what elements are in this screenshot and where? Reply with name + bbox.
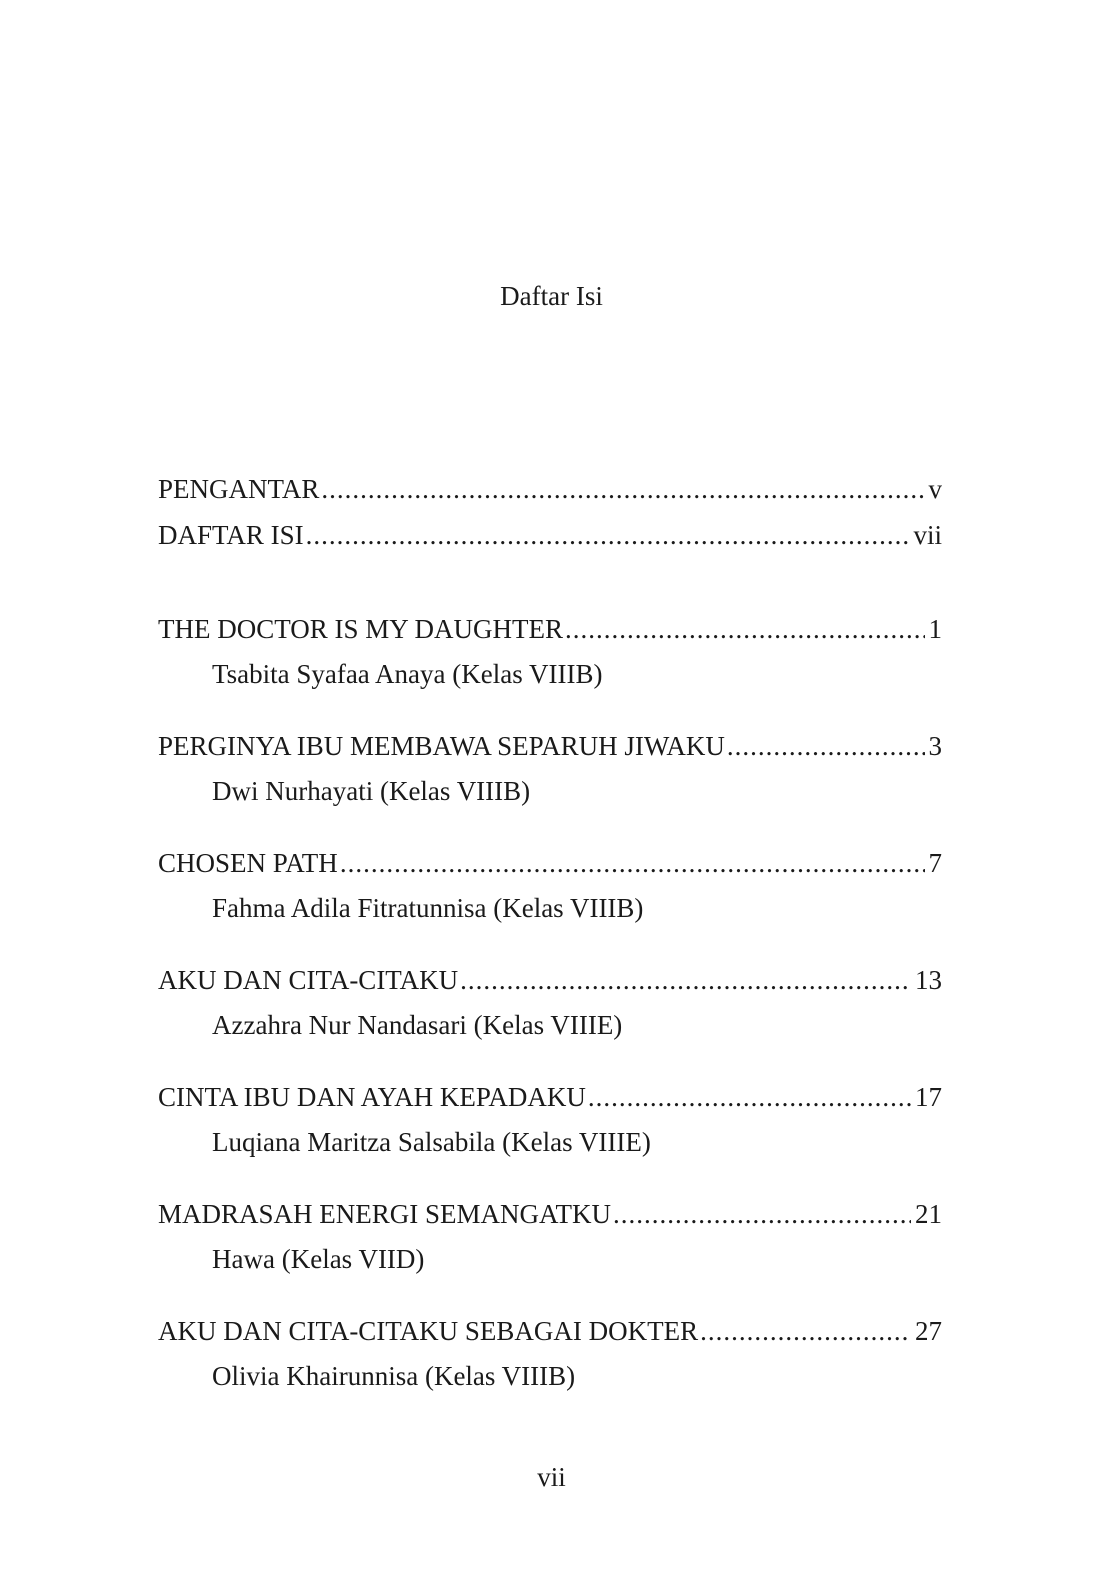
toc-line-daftar-isi	[158, 512, 942, 558]
toc-line	[158, 1074, 942, 1120]
toc-entry	[158, 1308, 942, 1394]
toc-page-number: 17	[915, 1082, 942, 1112]
dot-leader	[460, 957, 911, 1003]
toc-page-number: 7	[928, 848, 942, 878]
toc-entry	[158, 723, 942, 809]
toc-page-number: 27	[915, 1316, 942, 1346]
toc-title: THE DOCTOR IS MY DAUGHTER	[158, 614, 563, 644]
toc-front-matter	[158, 466, 942, 558]
toc-page-number: 21	[915, 1199, 942, 1229]
toc-title: PERGINYA IBU MEMBAWA SEPARUH JIWAKU	[158, 731, 725, 761]
toc-page-number: 3	[928, 731, 942, 761]
dot-leader	[613, 1191, 911, 1237]
dot-leader	[588, 1074, 911, 1120]
toc-title: CINTA IBU DAN AYAH KEPADAKU	[158, 1082, 586, 1112]
toc-title: MADRASAH ENERGI SEMANGATKU	[158, 1199, 612, 1229]
page-number: vii	[537, 1462, 566, 1492]
toc-title: CHOSEN PATH	[158, 848, 338, 878]
toc-title: AKU DAN CITA-CITAKU	[158, 965, 459, 995]
toc-page-number: vii	[913, 520, 942, 550]
toc-author: Luqiana Maritza Salsabila (Kelas VIIIE)	[212, 1127, 651, 1157]
page-heading: Daftar Isi	[500, 281, 603, 311]
dot-leader	[700, 1308, 911, 1354]
dot-leader	[306, 512, 910, 558]
toc-entry	[158, 1074, 942, 1160]
toc-author: Olivia Khairunnisa (Kelas VIIIB)	[212, 1361, 576, 1391]
toc-line	[158, 723, 942, 769]
toc-line-pengantar	[158, 466, 942, 512]
toc-entry	[158, 606, 942, 692]
dot-leader	[340, 840, 925, 886]
toc-line	[158, 840, 942, 886]
dot-leader	[565, 606, 925, 652]
toc-page-number: 1	[928, 614, 942, 644]
toc-entries	[158, 606, 942, 1425]
toc-page-number: v	[928, 474, 942, 504]
toc-title: AKU DAN CITA-CITAKU SEBAGAI DOKTER	[158, 1316, 699, 1346]
toc-line	[158, 1308, 942, 1354]
toc-title: PENGANTAR	[158, 474, 320, 504]
toc-entry	[158, 840, 942, 926]
toc-line	[158, 957, 942, 1003]
toc-line	[158, 606, 942, 652]
toc-author: Hawa (Kelas VIID)	[212, 1244, 425, 1274]
toc-author: Azzahra Nur Nandasari (Kelas VIIIE)	[212, 1010, 623, 1040]
toc-author: Dwi Nurhayati (Kelas VIIIB)	[212, 776, 531, 806]
toc-author: Fahma Adila Fitratunnisa (Kelas VIIIB)	[212, 893, 644, 923]
toc-entry	[158, 1191, 942, 1277]
toc-title: DAFTAR ISI	[158, 520, 304, 550]
dot-leader	[321, 466, 924, 512]
toc-line	[158, 1191, 942, 1237]
toc-entry	[158, 957, 942, 1043]
toc-author: Tsabita Syafaa Anaya (Kelas VIIIB)	[212, 659, 603, 689]
toc-page-number: 13	[915, 965, 942, 995]
dot-leader	[727, 723, 925, 769]
